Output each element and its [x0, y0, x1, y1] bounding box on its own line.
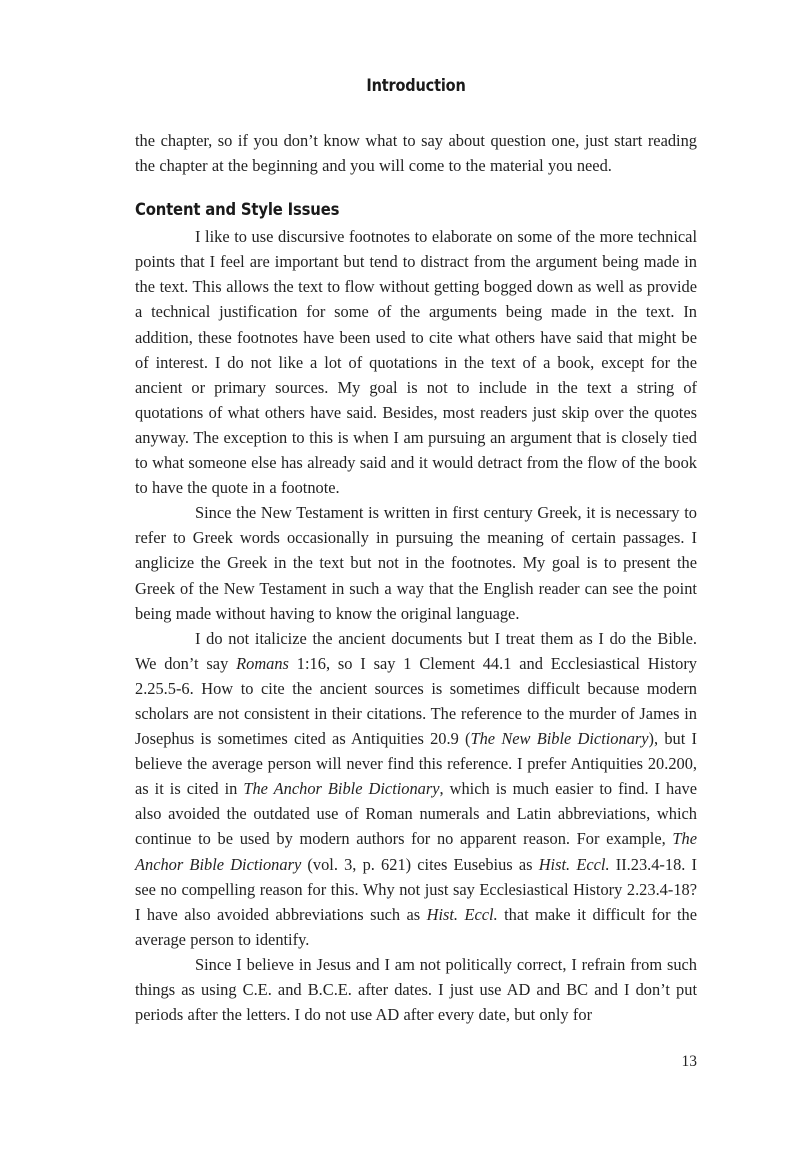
paragraph-footnotes: I like to use discursive footnotes to elaborate on some of the more technical points that I feel are important but tend to distract from the argument being made in the text. This allows the text to flow without getting bogged down as well as provide a technical justification for some of the arguments being made in the text. In addition, these footnotes have been used to cite what others have said that might be of interest. I do not like a lot of quotations in the text of a book, except for the ancient or primary sources. My goal is not to include in the text a string of quotations of what others have said. Besides, most readers just skip over the quotes anyway. The exception to this is when I am pursuing an argument that is closely tied to what someone else has already said and it would detract from the flow of the book to have the quote in a footnote.	[135, 227, 697, 498]
spacer-before-section-heading	[135, 178, 697, 200]
paragraph-dates: Since I believe in Jesus and I am not politically correct, I refrain from such things as using C.E. and B.C.E. after dates. I just use AD and BC and I don’t put periods after the letters. I do not use AD after every date, but only for	[135, 954, 697, 1025]
italic-title: The New Bible Dictionary	[470, 729, 649, 749]
italic-title: Hist. Eccl.	[426, 904, 498, 924]
section-heading: Content and Style Issues	[135, 200, 340, 220]
italic-title: Hist. Eccl.	[538, 854, 610, 874]
spacer-after-running-head	[135, 95, 697, 128]
paragraph-greek: Since the New Testament is written in first century Greek, it is necessary to refer to Greek words occasionally in pursuing the meaning of certain passages. I anglicize the Greek in the text but not in the footnotes. My goal is to present the Greek of the New Testament in such a way that the English reader can see the point being made without having to know the original language.	[135, 503, 697, 623]
page-content	[135, 0, 697, 1027]
continued-paragraph: the chapter, so if you don’t know what to say about question one, just start reading the chapter at the beginning and you will come to the material you need.	[135, 131, 697, 176]
paragraph-citation: I do not italicize the ancient documents but I treat them as I do the Bible. We don’t say Romans 1:16, so I say 1 Clement 44.1 and Ecclesiastical History 2.25.5-6. How to cite the ancient sources is sometimes difficult because modern scholars are not consistent in their citations. The reference to the murder of James in Josephus is sometimes cited as Antiquities 20.9 (The New Bible Dictionary), but I believe the average person will never find this reference. I prefer Antiquities 20.200, as it is cited in The Anchor Bible Dictionary, which is much easier to find. I have also avoided the outdated use of Roman numerals and Latin abbreviations, which continue to be used by modern authors for no apparent reason. For example, The Anchor Bible Dictionary (vol. 3, p. 621) cites Eusebius as Hist. Eccl. II.23.4-18. I see no compelling reason for this. Why not just say Ecclesiastical History 2.23.4-18? I have also avoided abbreviations such as Hist. Eccl. that make it difficult for the average person to identify.	[135, 628, 698, 949]
running-head: Introduction	[366, 76, 466, 95]
italic-title: The Anchor Bible Dictionary	[135, 829, 697, 874]
page-number: 13	[681, 1053, 697, 1070]
italic-title: Romans	[236, 653, 289, 673]
italic-title: The Anchor Bible Dictionary	[243, 779, 440, 799]
